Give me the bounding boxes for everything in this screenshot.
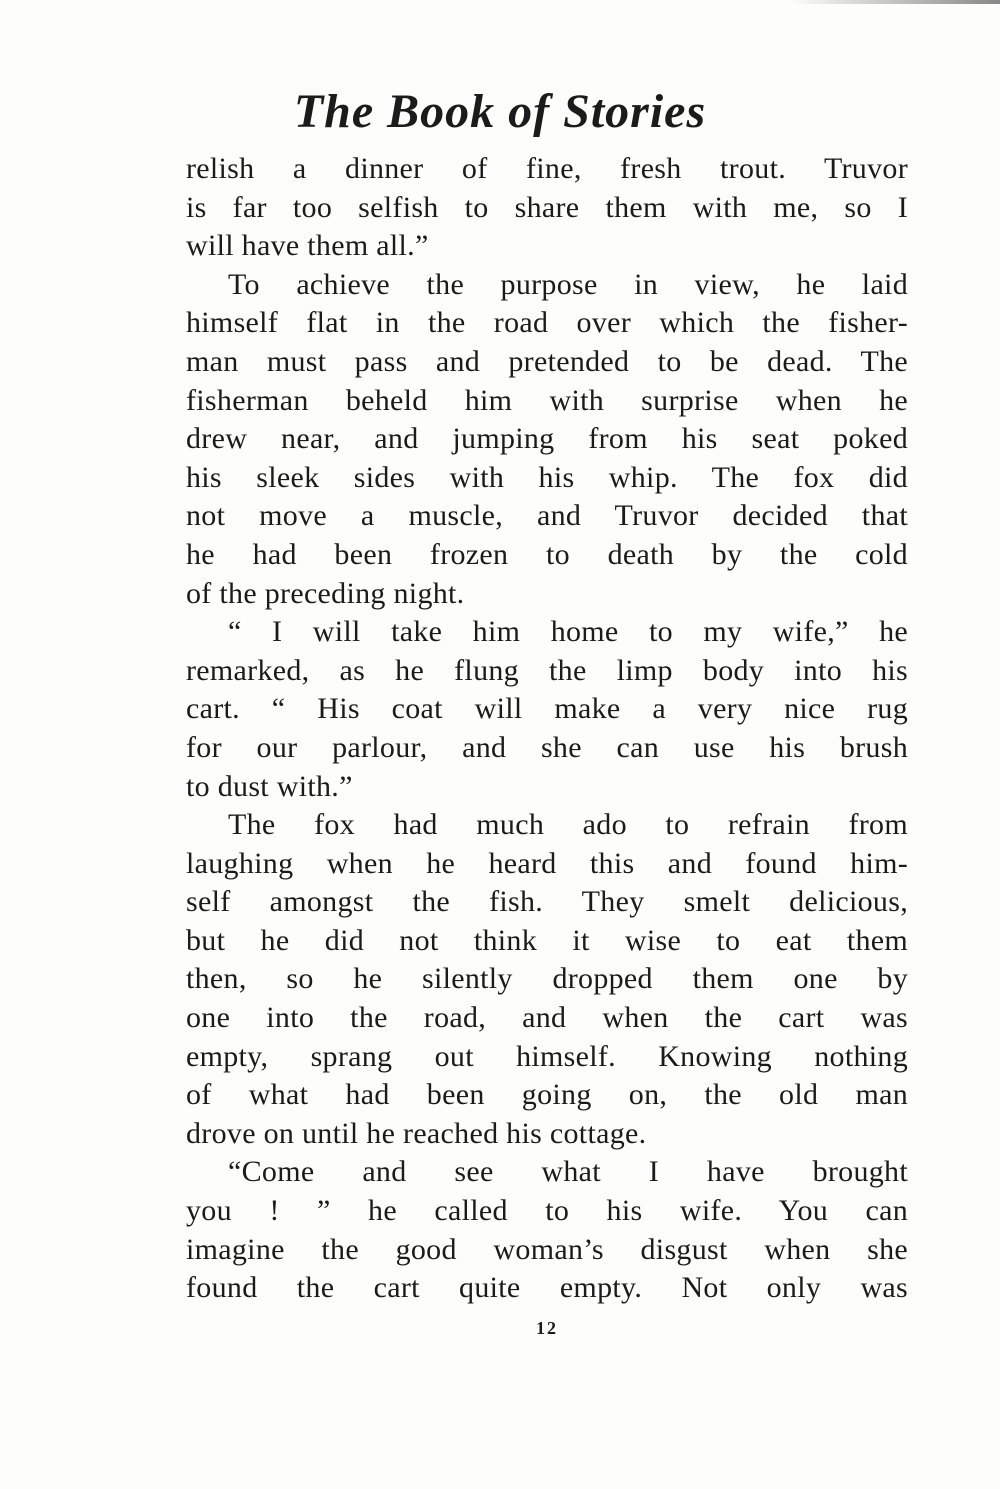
text-line: to dust with.” [186, 769, 353, 803]
text-line: “Come and see what I have brought [228, 1155, 908, 1189]
text-line: man must pass and pretended to be dead. The [186, 344, 908, 378]
text-line: is far too selfish to share them with me, so I [186, 190, 908, 224]
text-line: not move a muscle, and Truvor decided that [186, 499, 908, 533]
text-line: remarked, as he flung the limp body into his [186, 653, 908, 687]
text-line: empty, sprang out himself. Knowing nothing [186, 1039, 908, 1073]
text-line: cart. “ His coat will make a very nice rug [186, 692, 908, 726]
text-line: one into the road, and when the cart was [186, 1001, 908, 1035]
text-line: himself flat in the road over which the fisher- [186, 306, 908, 340]
text-line: but he did not think it wise to eat them [186, 923, 908, 957]
text-line: then, so he silently dropped them one by [186, 962, 908, 996]
text-line: of the preceding night. [186, 576, 465, 610]
text-line: fisherman beheld him with surprise when he [186, 383, 908, 417]
text-line: found the cart quite empty. Not only was [186, 1271, 908, 1305]
text-line: you ! ” he called to his wife. You can [186, 1194, 908, 1228]
story-text [186, 150, 908, 1308]
text-line: drew near, and jumping from his seat poked [186, 422, 908, 456]
page-number: 12 [536, 1318, 558, 1338]
text-line: of what had been going on, the old man [186, 1078, 908, 1112]
text-line: self amongst the fish. They smelt delicious, [186, 885, 908, 919]
text-line: he had been frozen to death by the cold [186, 537, 908, 571]
text-line: for our parlour, and she can use his brush [186, 730, 908, 764]
page-title: The Book of Stories [293, 85, 707, 138]
scan-edge-artifact [790, 0, 1000, 4]
text-line: “ I will take him home to my wife,” he [228, 615, 908, 649]
text-line: laughing when he heard this and found him- [186, 846, 908, 880]
text-line: drove on until he reached his cottage. [186, 1116, 647, 1150]
text-line: relish a dinner of fine, fresh trout. Truvor [186, 152, 908, 185]
text-line: his sleek sides with his whip. The fox did [186, 460, 908, 494]
text-line: imagine the good woman’s disgust when she [186, 1232, 908, 1266]
text-line: To achieve the purpose in view, he laid [228, 267, 908, 301]
text-line: The fox had much ado to refrain from [228, 808, 908, 842]
text-line: will have them all.” [186, 229, 429, 263]
